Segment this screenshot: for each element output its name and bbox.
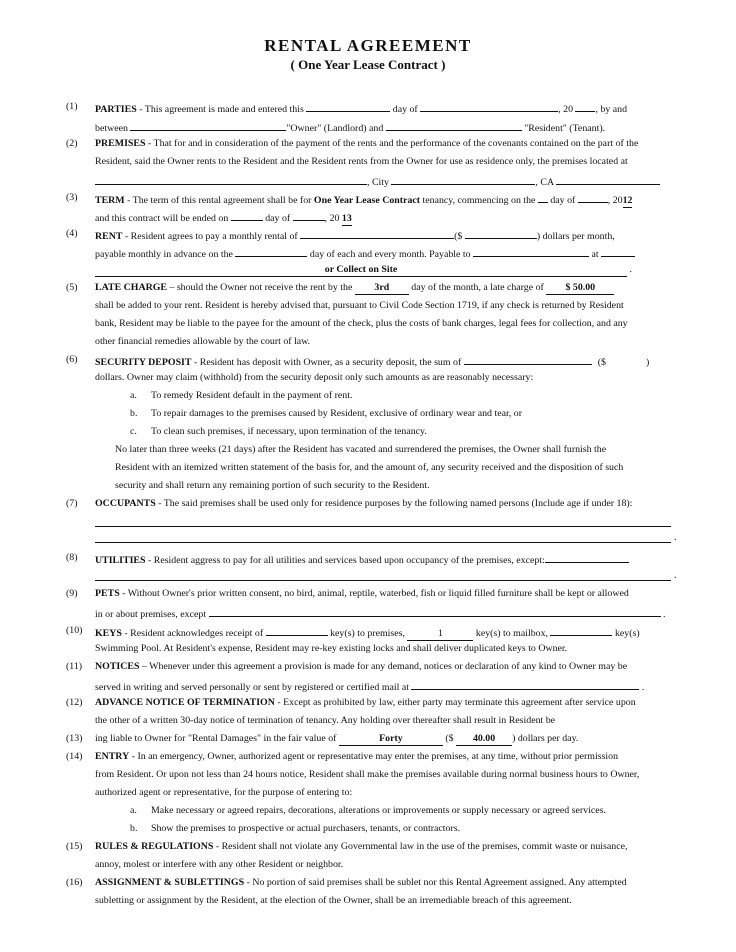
list-marker: a. [130, 805, 137, 816]
clause-deposit-para-line2: Resident with an itemized written statement of the basis for, and the amount of, any security received and the disposition of such [115, 462, 624, 473]
clause-notices-line2: served in writing and served personally or sent by registered or certified mail at . [95, 679, 696, 692]
clause-number: (8) [66, 552, 78, 563]
document-subtitle: ( One Year Lease Contract ) [290, 57, 446, 72]
clause-number: (3) [66, 192, 78, 203]
clause-premises-line2: Resident, said the Owner rents to the Resident and the Resident rents from the Owner for use as residence only, the premises located at [95, 156, 628, 167]
clause-heading: TERM [95, 195, 125, 206]
clause-number: (2) [66, 138, 78, 149]
premises-city-field[interactable] [391, 174, 535, 185]
clause-damages-line1: ing liable to Owner for "Rental Damages" in the fair value of Forty ($ 40.00 ) dollars per day. [95, 733, 579, 744]
utilities-except-field[interactable] [95, 580, 671, 581]
clause-rent-line3: or Collect on Site . [95, 264, 696, 277]
clause-deposit-para-line1: No later than three weeks (21 days) after the Resident has vacated and surrendered the premises, the Owner shall furnish the [115, 444, 607, 455]
payable-at-field[interactable] [601, 246, 635, 257]
clause-number: (10) [66, 625, 83, 636]
clause-keys-line2: Swimming Pool. At Resident's expense, Resident may re-key existing locks and shall deliver duplicated keys to Owner. [95, 643, 568, 654]
list-item: Show the premises to prospective or actual purchasers, tenants, or contractors. [151, 823, 461, 834]
date-year-field[interactable] [575, 101, 595, 112]
clause-number: (6) [66, 354, 78, 365]
clause-heading: NOTICES [95, 661, 140, 672]
rent-due-day-field[interactable] [235, 246, 307, 257]
damages-amount-field[interactable]: 40.00 [456, 733, 512, 746]
occupants-field[interactable] [95, 526, 671, 527]
document-page: RENTAL AGREEMENT ( One Year Lease Contract ) (1) PARTIES - This agreement is made and entered this day of , 20 , by and between "Owner" (Landlord) and "Resident" (Tenant). (2) PREMISES - That for and in consideration of the payment of the rents and the performance of the covenants contained on the part of the Resident, said the Owner rents to the Resident and the Resident rents from the Owner for use as residence only, the premises located at , City , CA (3) TERM - The term of this rental agreement shall be for One Year Lease Contract tenancy, commencing on the day of , 2012 and this contract will be ended on day of , 20 13 (4) RENT - Resident agrees to pay a monthly rental of ($ ) dollars per month, payable monthly in advance on the day of each and every month. Payable to at or Collect on Site . (5) LATE CHARGE – should the Owner not receive the rent by the 3rd day of the month, a late charge of $ 50.00 shall be added to your rent. Resident is hereby advised that, pursuant to Civil Code Section 1719, if any check is returned by Resident bank, Resident may be liable to the payee for the amount of the check, plus the costs of bank charges, legal fees for collection, and any other financial remedies allowable by the court of law. (6) SECURITY DEPOSIT - Resident has deposit with Owner, as a security deposit, the sum of ($ ) dollars. Owner may claim (withhold) from the security deposit only such amounts as are reasonably necessary: a. To remedy Resident default in the payment of rent. b. To repair damages to the premises caused by Resident, exclusive of ordinary wear and tear, or c. To clean such premises, if necessary, upon termination of the tenancy. No later than three weeks (21 days) after the Resident has vacated and surrendered the premises, the Owner shall furnish the Resident with an itemized written statement of the basis for, and the amount of, any security received and the disposition of such security and shall return any remaining portion of such security to the Resident. (7) OCCUPANTS - The said premises shall be used only for residence purposes by the following named persons (Include age if under 18): . (8) UTILITIES - Resident aggress to pay for all utilities and services based upon occupancy of the premises, except: . (9) PETS - Without Owner's prior written consent, no bird, animal, reptile, waterbed, fish or liquid filled furniture shall be kept or allowed in or about premises, except . (10) KEYS - Resident acknowledges receipt of key(s) to premises, 1 key(s) to mailbox, key(s) Swimming Pool. At Resident's expense, Resident may re-key existing locks and shall deliver duplicated keys to Owner. (11) NOTICES – Whenever under this agreement a provision is made for any demand, notices or declaration of any kind to Owner may be served in writing and served personally or sent by registered or certified mail at . (12) ADVANCE NOTICE OF TERMINATION - Except as prohibited by law, either party may terminate this agreement after service upon the other of a written 30-day notice of termination of tenancy. Any holding over thereafter shall result in Resident be (13) ing liable to Owner for "Rental Damages" in the fair value of Forty ($ 40.00 ) dollars per day. (14) ENTRY - In an emergency, Owner, authorized agent or representative may enter the premises, at any time, without prior permission from Resident. Or upon not less than 24 hours notice, Resident shall make the premises available during normal business hours to Owner, authorized agent or representative, for the purpose of entering to: a. Make necessary or agreed repairs, decorations, alterations or improvements or supply necessary or agreed services. b. Show the premises to prospective or actual purchasers, tenants, or contractors. (15) RULES & REGULATIONS - Resident shall not violate any Governmental law in the use of the premises, commit waste or nuisance, annoy, molest or interfere with any other Resident or neighbor. (16) ASSIGNMENT & SUBLETTINGS - No portion of said premises shall be sublet nor this Rental Agreement assigned. Any attempted subletting or assignment by the Resident, at the election of the Owner, shall be an irremediable breach of this agreement. [0, 0, 736, 952]
clause-utilities-line1: UTILITIES - Resident aggress to pay for all utilities and services based upon occupancy of the premises, except: [95, 552, 696, 565]
rent-amount-words-field[interactable] [300, 228, 454, 239]
document-title: RENTAL AGREEMENT [264, 36, 472, 55]
list-marker: b. [130, 408, 138, 419]
clause-heading: PETS [95, 588, 120, 599]
clause-number: (15) [66, 841, 83, 852]
clause-termination-line2: the other of a written 30-day notice of termination of tenancy. Any holding over thereafter shall result in Resident be [95, 715, 556, 726]
clause-rent-line2: payable monthly in advance on the day of each and every month. Payable to at [95, 246, 696, 259]
payable-to-field[interactable] [473, 246, 589, 257]
clause-late-charge-line1: LATE CHARGE – should the Owner not receive the rent by the 3rd day of the month, a late charge of $ 50.00 [95, 282, 696, 295]
list-item: To repair damages to the premises caused by Resident, exclusive of ordinary wear and tear, or [151, 408, 523, 419]
clause-heading: RULES & REGULATIONS [95, 841, 214, 852]
clause-pets-line2: in or about premises, except . [95, 606, 696, 619]
clause-premises-line1: PREMISES - That for and in consideration of the payment of the rents and the performance of the covenants contained on the part of the [95, 138, 639, 149]
list-marker: a. [130, 390, 137, 401]
premises-keys-field[interactable] [266, 625, 328, 636]
clause-pets-line1: PETS - Without Owner's prior written consent, no bird, animal, reptile, waterbed, fish or liquid filled furniture shall be kept or allowed [95, 588, 629, 599]
utilities-except-field[interactable] [545, 552, 629, 563]
clause-notices-line1: NOTICES – Whenever under this agreement a provision is made for any demand, notices or declaration of any kind to Owner may be [95, 661, 628, 672]
clause-heading: OCCUPANTS [95, 498, 156, 509]
clause-heading: PREMISES [95, 138, 146, 149]
clause-number: (7) [66, 498, 78, 509]
clause-number: (16) [66, 877, 83, 888]
clause-assignment-line2: subletting or assignment by the Resident, at the election of the Owner, shall be an irremediable breach of this agreement. [95, 895, 572, 906]
term-start-day-field[interactable] [538, 192, 548, 203]
clause-deposit-line1: SECURITY DEPOSIT - Resident has deposit with Owner, as a security deposit, the sum of ($ ) [95, 354, 696, 367]
rent-amount-field[interactable] [465, 228, 537, 239]
clause-number: (11) [66, 661, 83, 672]
clause-number: (14) [66, 751, 83, 762]
clause-late-charge-line4: other financial remedies allowable by the court of law. [95, 336, 311, 347]
clause-number: (12) [66, 697, 83, 708]
clause-term-line1: TERM - The term of this rental agreement shall be for One Year Lease Contract tenancy, commencing on the day of , 2012 [95, 192, 696, 205]
clause-entry-line3: authorized agent or representative, for the purpose of entering to: [95, 787, 353, 798]
clause-heading: PARTIES [95, 104, 137, 115]
clause-keys-line1: KEYS - Resident acknowledges receipt of key(s) to premises, 1 key(s) to mailbox, key(s) [95, 625, 696, 638]
premises-zip-field[interactable] [556, 174, 660, 185]
clause-occupants-line1: OCCUPANTS - The said premises shall be used only for residence purposes by the following named persons (Include age if under 18): [95, 498, 633, 509]
list-item: Make necessary or agreed repairs, decorations, alterations or improvements or supply necessary or agreed services. [151, 805, 606, 816]
clause-rent-line1: RENT - Resident agrees to pay a monthly rental of ($ ) dollars per month, [95, 228, 696, 241]
pool-keys-field[interactable] [550, 625, 612, 636]
clause-heading: ASSIGNMENT & SUBLETTINGS [95, 877, 245, 888]
list-item: To clean such premises, if necessary, upon termination of the tenancy. [151, 426, 427, 437]
list-marker: b. [130, 823, 138, 834]
term-start-month-field[interactable] [578, 192, 608, 203]
date-month-field[interactable] [420, 101, 558, 112]
clause-premises-line3: , City , CA [95, 174, 696, 187]
resident-name-field[interactable] [386, 120, 522, 131]
notice-address-field[interactable] [411, 679, 639, 690]
clause-heading: RENT [95, 231, 123, 242]
clause-heading: SECURITY DEPOSIT [95, 357, 192, 368]
clause-entry-line1: ENTRY - In an emergency, Owner, authorized agent or representative may enter the premises, at any time, without prior permission [95, 751, 619, 762]
list-marker: c. [130, 426, 137, 437]
payment-location-field[interactable]: or Collect on Site [95, 264, 627, 277]
clause-heading: KEYS [95, 628, 122, 639]
late-charge-field[interactable]: $ 50.00 [546, 282, 614, 295]
term-end-day-field[interactable] [231, 210, 263, 221]
late-day-field[interactable]: 3rd [355, 282, 409, 295]
clause-late-charge-line3: bank, Resident may be liable to the payee for the amount of the check, plus the costs of bank charges, legal fees for collection, and any [95, 318, 628, 329]
clause-parties-line2: between "Owner" (Landlord) and "Resident" (Tenant). [95, 120, 696, 133]
clause-heading: UTILITIES [95, 555, 146, 566]
clause-termination-line1: ADVANCE NOTICE OF TERMINATION - Except as prohibited by law, either party may terminate this agreement after service upon [95, 697, 636, 708]
clause-number: (9) [66, 588, 78, 599]
clause-parties-line1: PARTIES - This agreement is made and entered this day of , 20 , by and [95, 101, 696, 114]
occupants-field[interactable] [95, 542, 671, 543]
clause-rules-line1: RULES & REGULATIONS - Resident shall not violate any Governmental law in the use of the premises, commit waste or nuisance, [95, 841, 628, 852]
clause-deposit-line2: dollars. Owner may claim (withhold) from the security deposit only such amounts as are reasonably necessary: [95, 372, 534, 383]
list-item: To remedy Resident default in the payment of rent. [151, 390, 353, 401]
date-day-field[interactable] [306, 101, 390, 112]
term-end-month-field[interactable] [293, 210, 325, 221]
clause-late-charge-line2: shall be added to your rent. Resident is hereby advised that, pursuant to Civil Code Section 1719, if any check is returned by Resident [95, 300, 624, 311]
clause-heading: ADVANCE NOTICE OF TERMINATION [95, 697, 275, 708]
clause-number: (1) [66, 101, 78, 112]
clause-assignment-line1: ASSIGNMENT & SUBLETTINGS - No portion of said premises shall be sublet nor this Rental Agreement assigned. Any attempted [95, 877, 627, 888]
deposit-words-field[interactable] [464, 354, 592, 365]
clause-deposit-para-line3: security and shall return any remaining portion of such security to the Resident. [115, 480, 430, 491]
premises-address-field[interactable] [95, 174, 367, 185]
clause-heading: ENTRY [95, 751, 130, 762]
mailbox-keys-field[interactable]: 1 [407, 628, 473, 641]
clause-number: (13) [66, 733, 83, 744]
clause-entry-line2: from Resident. Or upon not less than 24 hours notice, Resident shall make the premises available during normal business hours to Owner, [95, 769, 640, 780]
clause-number: (4) [66, 228, 78, 239]
owner-name-field[interactable] [130, 120, 286, 131]
clause-term-line2: and this contract will be ended on day of , 20 13 [95, 210, 696, 223]
clause-heading: LATE CHARGE [95, 282, 167, 293]
clause-rules-line2: annoy, molest or interfere with any other Resident or neighbor. [95, 859, 344, 870]
damages-words-field[interactable]: Forty [339, 733, 443, 746]
pets-except-field[interactable] [209, 606, 661, 617]
clause-number: (5) [66, 282, 78, 293]
